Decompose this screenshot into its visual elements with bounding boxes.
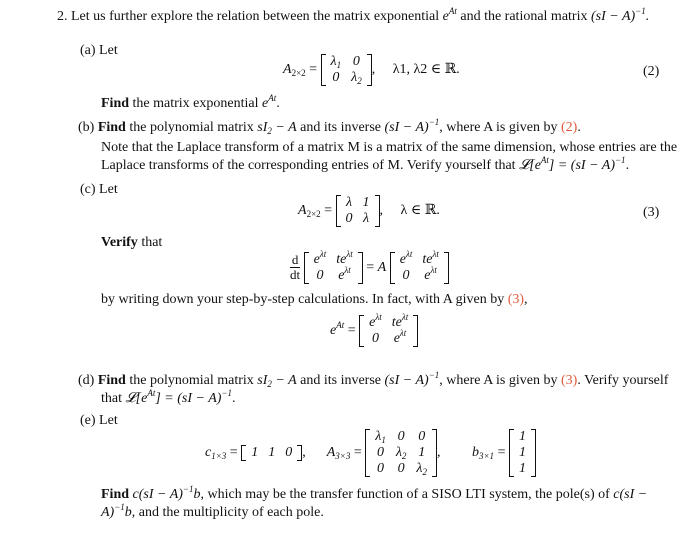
part-b-line2: Note that the Laplace transform of a matrix M is a matrix of the same dimension, whose entries are the (101, 140, 678, 155)
equation-3: $A_{2\times 2}$ = λ 1 0 λ , λ ∈ ℝ. (298, 194, 440, 226)
derivative-operator: $\frac{d}{dt}$ (290, 252, 301, 283)
derivative-equation: $\frac{d}{dt}$ $e^{\lambda t}$ $te^{\lambda t}$ 0 $e^{\lambda t}$ = A $e^{\lambda t}$ $te^{\lambda t}$ 0 $e^{\lambda t}$ (290, 250, 449, 286)
matrix-c-2x2: λ 1 0 λ (336, 195, 380, 227)
part-b-line1: (b) Find the polynomial matrix $sI_2 - A$ and its inverse (sI − A)$^{-1}$, where A is given by (2). (78, 117, 581, 136)
exp-at-result: $e^{At}$ = $e^{\lambda t}$ $te^{\lambda t}$ 0 $e^{\lambda t}$ (330, 313, 418, 349)
part-a-find: Find the matrix exponential $e^{At}$. (101, 93, 280, 111)
equation-2-lhs: A (283, 62, 292, 77)
matrix-exponential-symbol: $e^{At}$ (442, 6, 457, 24)
matrix-a-2x2: $\lambda_1$ 0 0 $\lambda_2$ (321, 54, 372, 86)
matrix-exp-rhs: $e^{\lambda t}$ $te^{\lambda t}$ 0 $e^{\lambda t}$ (390, 252, 449, 284)
part-c-label: (c) Let (80, 182, 118, 197)
part-c-by-text: by writing down your step-by-step calculations. In fact, with A given by (3), (101, 292, 528, 307)
a-matrix-3x3: $\lambda_1$ 0 0 0 $\lambda_2$ 1 0 0 $\lambda_2$ (365, 429, 437, 477)
question-header (57, 6, 650, 25)
ref-eq-2[interactable]: (2) (561, 120, 578, 135)
matrix-exp-lhs: $e^{\lambda t}$ $te^{\lambda t}$ 0 $e^{\lambda t}$ (304, 252, 363, 284)
part-e-label: (e) Let (80, 413, 118, 428)
c-vector-lhs: $c_{1\times 3}$ (205, 445, 227, 461)
matrix-exp-result: $e^{\lambda t}$ $te^{\lambda t}$ 0 $e^{\lambda t}$ (359, 315, 418, 347)
part-e-line2: A)$^{-1}$b, and the multiplicity of each pole. (101, 502, 324, 520)
ref-eq-3-d[interactable]: (3) (561, 373, 578, 388)
part-b-line3: Laplace transforms of the corresponding entries of M. Verify yourself that $𝓛[e^{At}] = (sI - A)^{-1}$. (101, 155, 630, 173)
question-number: 2. (57, 9, 68, 24)
equation-number-2: (2) (643, 64, 660, 79)
equation-2-condition: λ1, λ2 ∈ ℝ. (392, 62, 460, 77)
b-vector-lhs: $b_{3\times 1}$ (471, 445, 495, 461)
equation-3-condition: λ ∈ ℝ. (400, 203, 440, 218)
part-d-line1: (d) Find the polynomial matrix $sI_2 - A$ and its inverse (sI − A)$^{-1}$, where A is given by (3). Verify yourself (78, 370, 669, 389)
part-e-line1: Find c(sI − A)$^{-1}$b, which may be the transfer function of a SISO LTI system, the pole(s) of c(sI − (101, 484, 648, 502)
b-vector: 1 1 1 (509, 429, 536, 477)
equation-number-3: (3) (643, 205, 660, 220)
part-d-line2: that $𝓛[e^{At}] = (sI - A)^{-1}$. (101, 388, 236, 406)
part-c-verify: Verify that (101, 235, 163, 250)
question-intro: Let us further explore the relation between the matrix exponential (71, 9, 440, 24)
rational-matrix-symbol: (sI − A)$^{-1}$. (590, 6, 650, 24)
a-matrix-lhs: $A_{3\times 3}$ (326, 445, 351, 461)
part-a-label: (a) Let (80, 43, 118, 58)
question-intro-2: and the rational matrix (460, 9, 588, 24)
system-matrices: $c_{1\times 3}$ = 1 1 0 , $A_{3\times 3}$ = $\lambda_1$ 0 0 0 $\lambda_2$ 1 0 0 $\lambda_2$ , $b_{3\times 1}$ = 1 1 1 (205, 426, 536, 480)
ref-eq-3[interactable]: (3) (507, 292, 525, 307)
equation-2: $A_{2\times 2}$ = $\lambda_1$ 0 0 $\lambda_2$ , λ1, λ2 ∈ ℝ. (283, 53, 460, 86)
c-vector: 1 1 0 (241, 445, 302, 461)
